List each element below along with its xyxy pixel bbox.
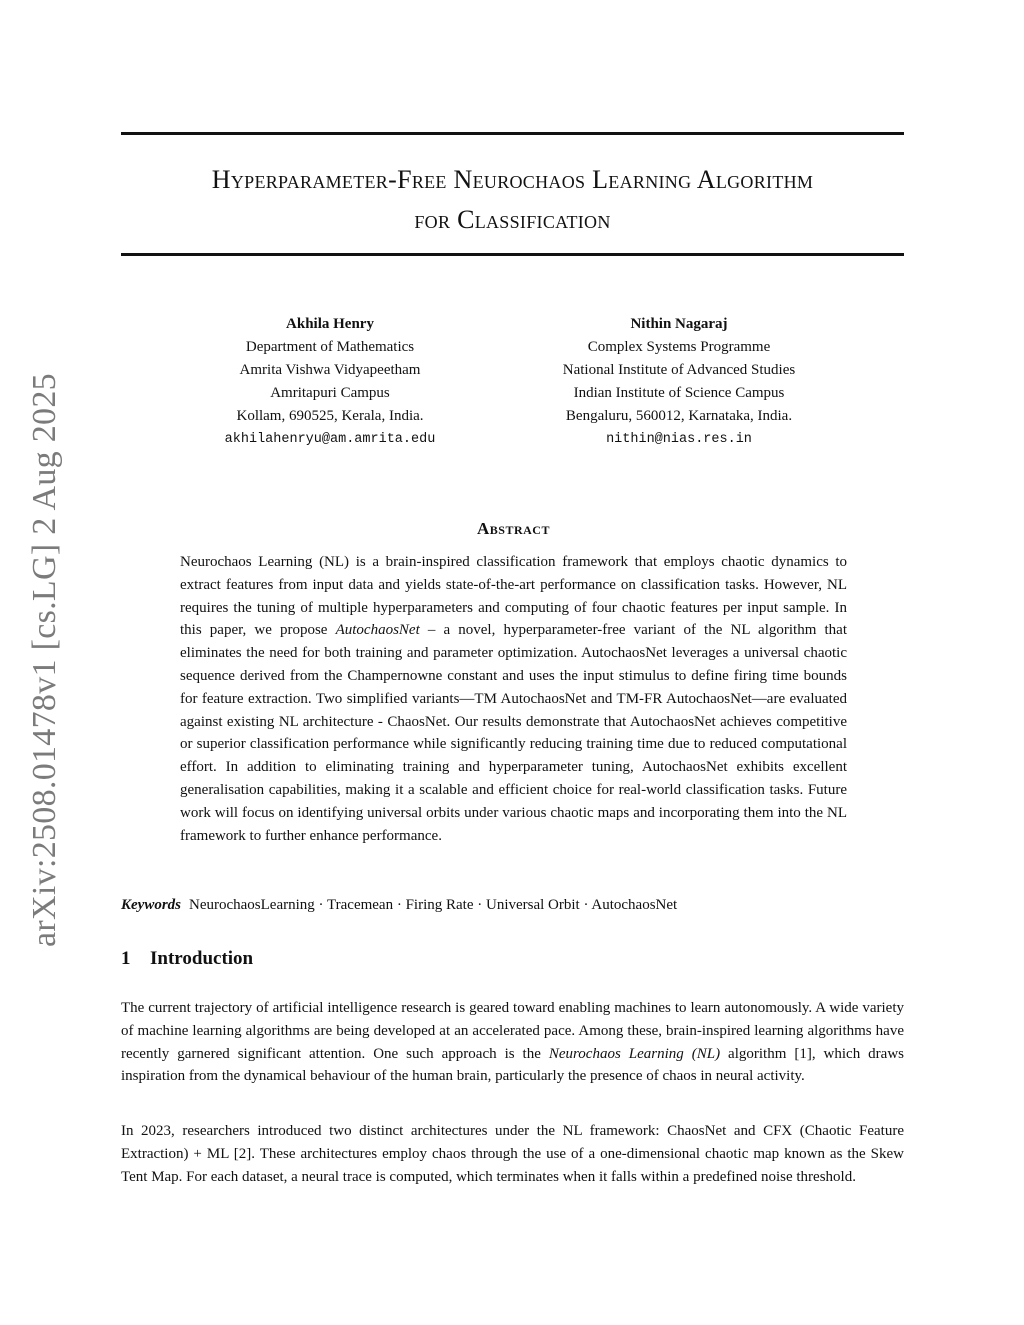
title-line-2: for Classification bbox=[414, 205, 611, 234]
author-email[interactable]: nithin@nias.res.in bbox=[606, 432, 752, 447]
author-email[interactable]: akhilahenryu@am.amrita.edu bbox=[224, 432, 436, 447]
author-campus: Indian Institute of Science Campus bbox=[573, 385, 785, 401]
keywords-line bbox=[121, 894, 904, 916]
keywords-label: Keywords bbox=[121, 897, 181, 913]
abstract-text-part: – a novel, hyperparameter-free variant of the NL algorithm that eliminates the need for both training and parameter optimization. AutochaosNet leverages a universal chaotic sequence derived from the Champernowne constant and uses the input stimulus to define firing time bounds for feature extraction. Two simplified variants—TM AutochaosNet and TM-FR AutochaosNet—are evaluated against existing NL architecture - ChaosNet. Our results demonstrate that AutochaosNet achieves competitive or superior classification performance while significantly reducing training time due to reduced computational effort. In addition to eliminating training and hyperparameter tuning, AutochaosNet exhibits excellent generalisation capabilities, making it a scalable and efficient choice for real-world classification tasks. Future work will focus on identifying universal orbits under various chaotic maps and incorporating them into the NL framework to further enhance performance. bbox=[180, 622, 847, 844]
intro-paragraph-1 bbox=[121, 997, 904, 1088]
author-department: Department of Mathematics bbox=[245, 339, 415, 355]
section-title: Introduction bbox=[150, 948, 254, 969]
paragraph-text-part: algorithm [1], which draws inspiration from the dynamical behaviour of the human brain, particularly the presence of chaos in neural activity. bbox=[121, 1045, 905, 1085]
author-department: Complex Systems Programme bbox=[587, 339, 771, 355]
author-block-2 bbox=[519, 313, 839, 451]
paragraph-emphasis: Neurochaos Learning (NL) bbox=[548, 1045, 721, 1062]
arxiv-stamp bbox=[20, 370, 70, 950]
author-name: Akhila Henry bbox=[286, 316, 374, 332]
title-line-1: Hyperparameter-Free Neurochaos Learning Algorithm bbox=[211, 165, 814, 194]
title-rule-bottom bbox=[121, 253, 904, 256]
author-address: Bengaluru, 560012, Karnataka, India. bbox=[565, 408, 793, 424]
author-institution: National Institute of Advanced Studies bbox=[562, 362, 796, 378]
intro-paragraph-2: In 2023, researchers introduced two distinct architectures under the NL framework: ChaosNet and CFX (Chaotic Feature Extraction) + ML [2]. These architectures employ chaos through the use of a one-dimensional chaotic map known as the Skew Tent Map. For each dataset, a neural trace is computed, which terminates when it falls within a predefined noise threshold. bbox=[121, 1123, 904, 1185]
author-block-1 bbox=[170, 313, 490, 451]
abstract-text-part: Neurochaos Learning (NL) is a brain-inspired classification framework that employs chaotic dynamics to extract features from input data and yields state-of-the-art performance on classification tasks. However, NL requires the tuning of multiple hyperparameters and computing of four chaotic features per input sample. In this paper, we propose bbox=[180, 554, 847, 639]
keywords-list: NeurochaosLearning · Tracemean · Firing Rate · Universal Orbit · AutochaosNet bbox=[189, 897, 678, 913]
section-number: 1 bbox=[121, 948, 131, 969]
arxiv-stamp-text: arXiv:2508.01478v1 [cs.LG] 2 Aug 2025 bbox=[26, 373, 63, 947]
title-rule-top bbox=[121, 132, 904, 135]
abstract-emphasis: AutochaosNet bbox=[335, 622, 420, 639]
paper-title bbox=[121, 160, 904, 240]
author-institution: Amrita Vishwa Vidyapeetham bbox=[239, 362, 421, 378]
section-heading bbox=[121, 948, 253, 970]
author-address: Kollam, 690525, Kerala, India. bbox=[236, 408, 424, 424]
abstract-text bbox=[180, 551, 847, 847]
paragraph-text-part: The current trajectory of artificial intelligence research is geared toward enabling machines to learn autonomously. A wide variety of machine learning algorithms are being developed at an accelerated pace. Among these, brain-inspired learning algorithms have recently garnered significant attention. One such approach is the bbox=[121, 1000, 904, 1062]
abstract-heading: Abstract bbox=[477, 519, 550, 538]
author-name: Nithin Nagaraj bbox=[630, 316, 728, 332]
author-campus: Amritapuri Campus bbox=[270, 385, 390, 401]
